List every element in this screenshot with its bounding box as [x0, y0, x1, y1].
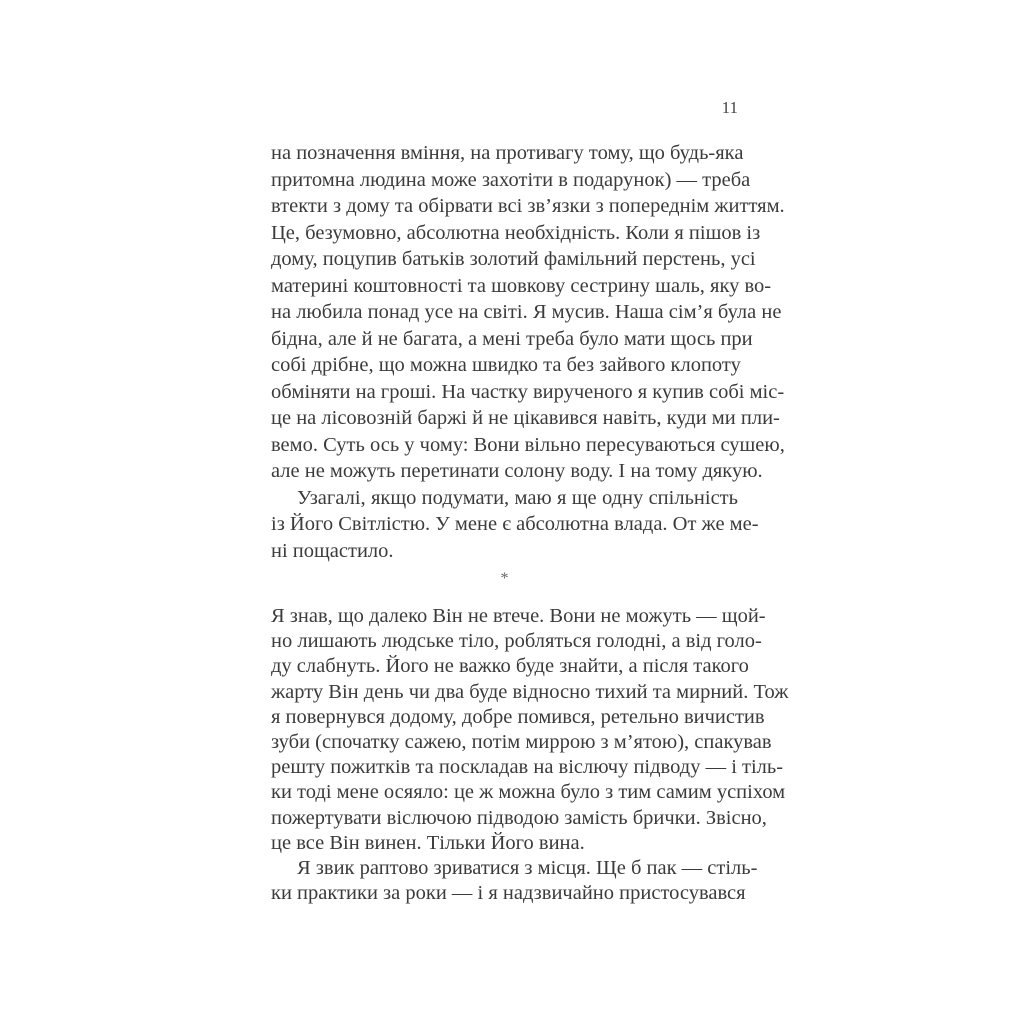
text-line: решту пожитків та поскладав на віслючу підводу — і тіль-: [271, 756, 784, 779]
text-line: бідна, але й не багата, а мені треба було мати щось при: [271, 327, 753, 350]
text-line: притомна людина може захотіти в подарунок) — треба: [271, 168, 751, 191]
text-line: на любила понад усе на світі. Я мусив. Наша сім’я була не: [271, 301, 782, 323]
text-line: із Його Світлістю. У мене є абсолютна влада. От же ме-: [271, 513, 759, 535]
section-separator-asterisk: *: [500, 570, 509, 587]
text-line: но лишають людське тіло, робляться голодні, а від голо-: [271, 630, 762, 653]
text-line: вемо. Суть ось у чому: Вони вільно пересуваються сушею,: [271, 433, 785, 456]
text-line: це на лісовозній баржі й не цікавився навіть, куди ми пли-: [271, 407, 780, 429]
text-line: ки практики за роки — і я надзвичайно пристосувався: [271, 882, 746, 905]
text-section-2: [271, 604, 789, 906]
text-line: собі дрібне, що можна швидко та без зайвого клопоту: [271, 354, 741, 376]
text-line: але не можуть перетинати солону воду. І на тому дякую.: [271, 460, 763, 482]
text-line: обміняти на гроші. На частку вирученого я купив собі міс-: [271, 380, 785, 403]
text-section-1: [271, 140, 785, 564]
text-line: жарту Він день чи два буде відносно тихий та мирний. Тож: [271, 680, 789, 703]
paragraph-start-line: Я звик раптово зриватися з місця. Ще б пак — стіль-: [297, 856, 758, 879]
page-number: 11: [721, 98, 738, 117]
text-line: ки тоді мене осяяло: це ж можна було з тим самим успіхом: [271, 781, 786, 804]
text-line: материні коштовності та шовкову сестрину шаль, яку во-: [271, 274, 772, 297]
text-line: дому, поцупив батьків золотий фамільний перстень, усі: [271, 248, 756, 270]
text-line: це все Він винен. Тільки Його вина.: [271, 831, 585, 854]
text-line: ні пощастило.: [271, 539, 394, 562]
text-line: ду слабнуть. Його не важко буде знайти, а після такого: [271, 655, 749, 678]
text-line: Я знав, що далеко Він не втече. Вони не можуть — щой-: [271, 605, 766, 627]
text-line: я повернувся додому, добре помився, ретельно вичистив: [271, 705, 765, 728]
text-line: пожертувати віслючою підводою замість брички. Звісно,: [271, 806, 767, 829]
text-line: втекти з дому та обірвати всі зв’язки з попереднім життям.: [271, 195, 785, 217]
text-line: на позначення вміння, на противагу тому, що будь-яка: [271, 142, 744, 164]
paragraph-start-line: Узагалі, якщо подумати, маю я ще одну спільність: [297, 486, 738, 509]
text-line: зуби (спочатку сажею, потім миррою з м’ятою), спакував: [271, 730, 772, 753]
text-line: Це, безумовно, абсолютна необхідність. Коли я пішов із: [271, 221, 761, 244]
